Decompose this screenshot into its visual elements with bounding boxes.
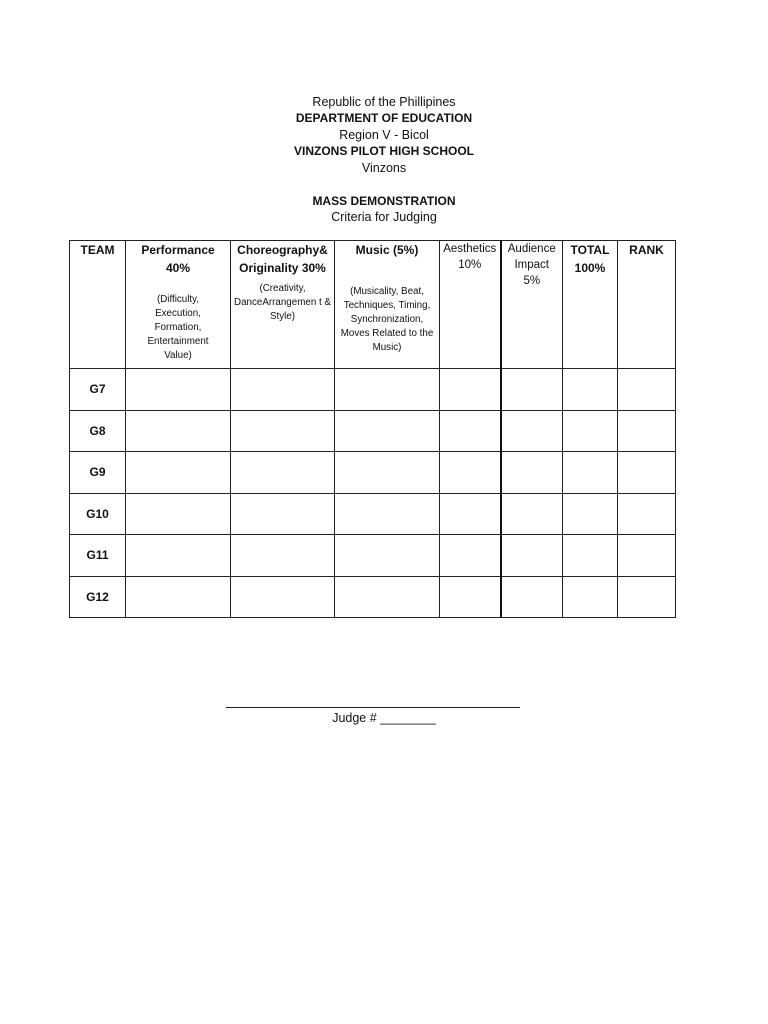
team-cell: G10	[70, 493, 126, 535]
col-choreography-pct: Originality 30%	[239, 260, 326, 275]
signature-line[interactable]	[226, 707, 520, 708]
table-row	[70, 576, 676, 618]
col-audience-line2: Impact	[514, 259, 549, 271]
team-cell: G7	[70, 369, 126, 411]
col-aesthetics-pct: 10%	[458, 259, 482, 271]
score-cell[interactable]	[440, 452, 501, 494]
table-row	[70, 452, 676, 494]
score-cell[interactable]	[335, 535, 440, 577]
score-cell[interactable]	[126, 535, 231, 577]
col-team-label: TEAM	[80, 243, 115, 257]
form-title-block	[0, 193, 768, 226]
score-cell[interactable]	[618, 493, 676, 535]
col-audience	[501, 241, 563, 369]
score-cell[interactable]	[335, 410, 440, 452]
form-subtitle: Criteria for Judging	[331, 210, 437, 225]
col-team	[70, 241, 126, 369]
score-cell[interactable]	[618, 452, 676, 494]
judging-table	[69, 240, 676, 618]
score-cell[interactable]	[126, 410, 231, 452]
score-cell[interactable]	[618, 410, 676, 452]
score-cell[interactable]	[231, 452, 335, 494]
team-cell: G9	[70, 452, 126, 494]
team-cell: G11	[70, 535, 126, 577]
score-cell[interactable]	[501, 452, 563, 494]
col-performance	[126, 241, 231, 369]
department-line: DEPARTMENT OF EDUCATION	[295, 111, 473, 126]
col-performance-desc: (Difficulty, Execution, Formation, Entertainment Value)	[147, 294, 209, 361]
col-performance-pct: 40%	[165, 260, 191, 275]
col-total-title: TOTAL	[570, 243, 610, 257]
col-total	[563, 241, 618, 369]
score-cell[interactable]	[618, 369, 676, 411]
col-aesthetics-title: Aesthetics	[443, 243, 497, 255]
score-cell[interactable]	[126, 576, 231, 618]
table-row	[70, 535, 676, 577]
score-cell[interactable]	[501, 576, 563, 618]
col-choreography-desc: (Creativity, DanceArrangemen t & Style)	[234, 283, 331, 322]
score-cell[interactable]	[440, 576, 501, 618]
score-cell[interactable]	[501, 410, 563, 452]
col-performance-title: Performance	[141, 243, 215, 257]
score-cell[interactable]	[440, 410, 501, 452]
score-cell[interactable]	[501, 535, 563, 577]
region-line: Region V - Bicol	[339, 127, 429, 142]
score-cell[interactable]	[563, 369, 618, 411]
team-cell: G12	[70, 576, 126, 618]
score-cell[interactable]	[501, 493, 563, 535]
score-cell[interactable]	[440, 493, 501, 535]
score-cell[interactable]	[563, 410, 618, 452]
score-cell[interactable]	[335, 369, 440, 411]
col-total-pct: 100%	[574, 260, 606, 275]
col-rank-label: RANK	[629, 243, 664, 257]
score-cell[interactable]	[126, 452, 231, 494]
col-audience-title: Audience	[507, 243, 556, 255]
col-music-desc: (Musicality, Beat, Techniques, Timing, Synchronization, Moves Related to the Music)	[340, 285, 434, 353]
col-choreography	[231, 241, 335, 369]
table-row	[70, 410, 676, 452]
score-cell[interactable]	[231, 493, 335, 535]
team-cell: G8	[70, 410, 126, 452]
judge-label: Judge # ________	[332, 711, 436, 725]
score-cell[interactable]	[126, 493, 231, 535]
form-title: MASS DEMONSTRATION	[312, 194, 456, 208]
score-cell[interactable]	[501, 369, 563, 411]
table-row	[70, 369, 676, 411]
score-cell[interactable]	[335, 493, 440, 535]
col-music	[335, 241, 440, 369]
score-cell[interactable]	[231, 369, 335, 411]
score-cell[interactable]	[563, 493, 618, 535]
table-row	[70, 493, 676, 535]
school-line: VINZONS PILOT HIGH SCHOOL	[293, 144, 474, 159]
score-cell[interactable]	[126, 369, 231, 411]
col-aesthetics	[440, 241, 501, 369]
score-cell[interactable]	[440, 535, 501, 577]
col-choreography-title: Choreography&	[237, 243, 328, 257]
score-cell[interactable]	[231, 535, 335, 577]
score-cell[interactable]	[231, 576, 335, 618]
col-rank	[618, 241, 676, 369]
score-cell[interactable]	[335, 576, 440, 618]
score-cell[interactable]	[231, 410, 335, 452]
score-cell[interactable]	[335, 452, 440, 494]
letterhead	[0, 94, 768, 176]
col-music-title: Music (5%)	[355, 243, 419, 257]
score-cell[interactable]	[563, 452, 618, 494]
col-audience-pct: 5%	[523, 275, 541, 287]
town-line: Vinzons	[361, 160, 407, 175]
score-cell[interactable]	[618, 535, 676, 577]
score-cell[interactable]	[563, 576, 618, 618]
score-cell[interactable]	[440, 369, 501, 411]
score-cell[interactable]	[563, 535, 618, 577]
header-row	[70, 241, 676, 369]
score-cell[interactable]	[618, 576, 676, 618]
republic-line: Republic of the Phillipines	[312, 95, 456, 109]
